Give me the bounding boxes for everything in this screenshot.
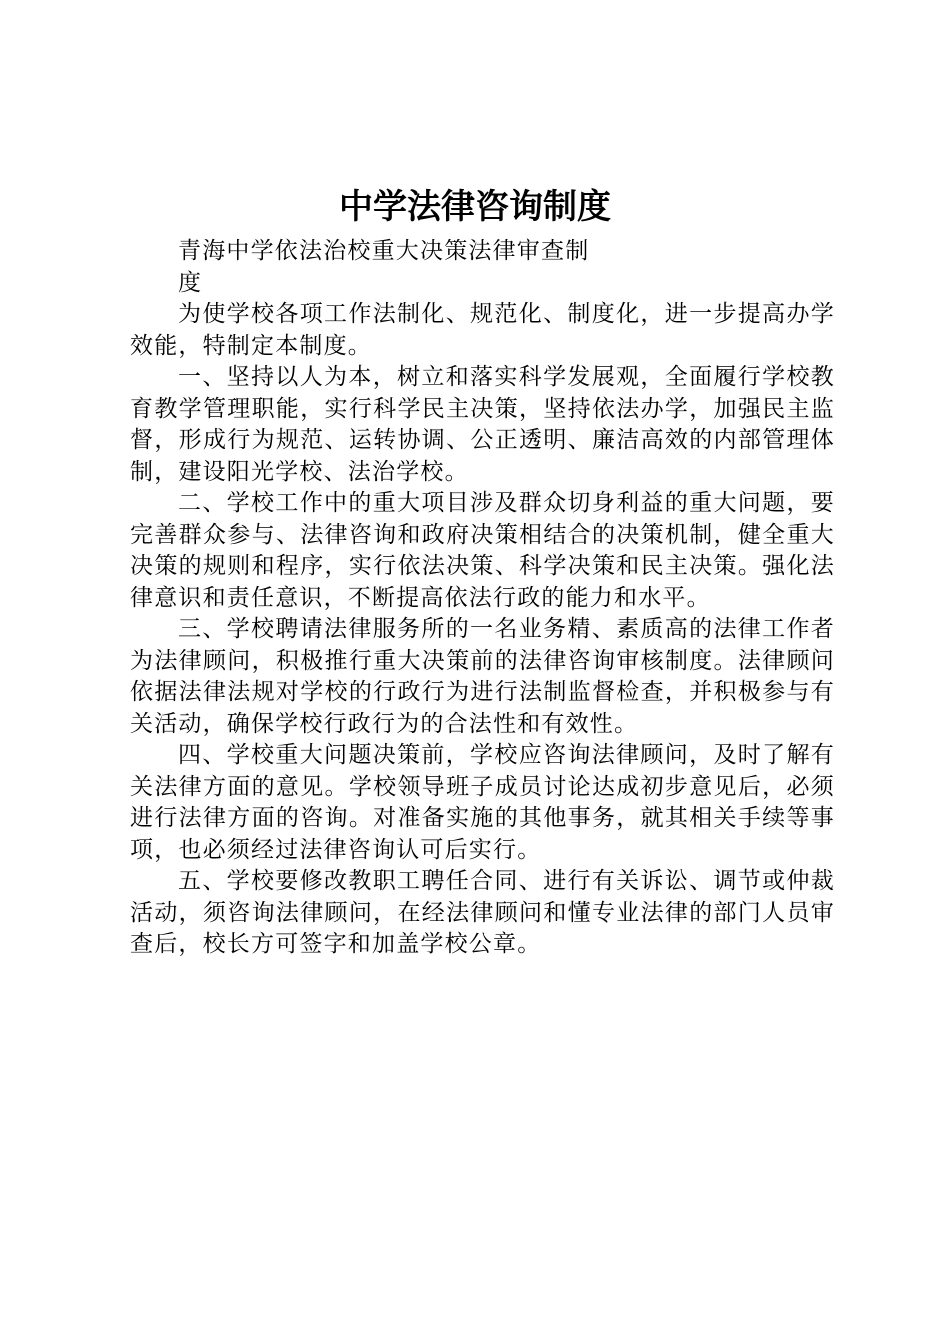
paragraph-4: 四、学校重大问题决策前，学校应咨询法律顾问，及时了解有关法律方面的意见。学校领导班子成员讨论达成初步意见后，必须进行法律方面的咨询。对准备实施的其他事务，就其相关手续等事项，也必须经过法律咨询认可后实行。 — [130, 742, 835, 863]
paragraph-5: 五、学校要修改教职工聘任合同、进行有关诉讼、调节或仲裁活动，须咨询法律顾问，在经法律顾问和懂专业法律的部门人员审查后，校长方可签字和加盖学校公章。 — [130, 868, 835, 957]
document-subtitle: 青海中学依法治校重大决策法律审查制度 — [178, 238, 590, 296]
document-body — [130, 236, 835, 961]
paragraph-3: 三、学校聘请法律服务所的一名业务精、素质高的法律工作者为法律顾问，积极推行重大决策前的法律咨询审核制度。法律顾问依据法律法规对学校的行政行为进行法制监督检查，并积极参与有关活动，确保学校行政行为的合法性和有效性。 — [130, 616, 835, 737]
paragraph-2: 二、学校工作中的重大项目涉及群众切身利益的重大问题，要完善群众参与、法律咨询和政府决策相结合的决策机制，健全重大决策的规则和程序，实行依法决策、科学决策和民主决策。强化法律意识和责任意识，不断提高依法行政的能力和水平。 — [130, 490, 835, 611]
document-title: 中学法律咨询制度 — [339, 187, 611, 227]
paragraph-intro: 为使学校各项工作法制化、规范化、制度化，进一步提高办学效能，特制定本制度。 — [130, 301, 835, 359]
paragraph-1: 一、坚持以人为本，树立和落实科学发展观，全面履行学校教育教学管理职能，实行科学民主决策，坚持依法办学，加强民主监督，形成行为规范、运转协调、公正透明、廉洁高效的内部管理体制，建设阳光学校、法治学校。 — [130, 364, 835, 485]
